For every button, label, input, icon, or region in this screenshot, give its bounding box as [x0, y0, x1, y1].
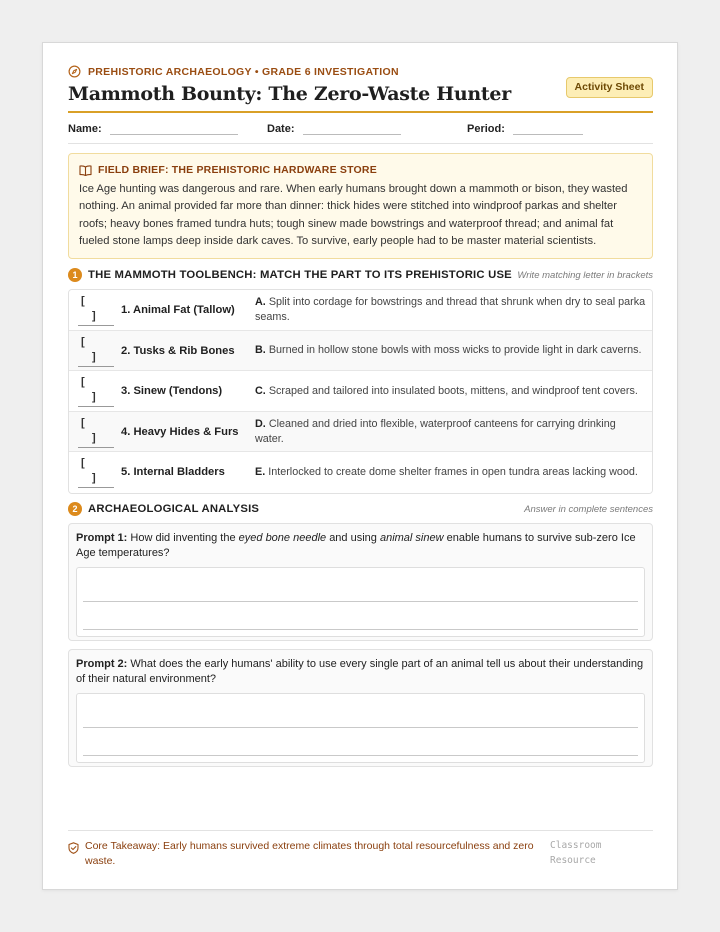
use-description: D. Cleaned and dried into flexible, waterproof canteens for carrying drinking water. — [255, 417, 616, 445]
answer-bracket[interactable]: [ ] — [78, 416, 114, 448]
period-line[interactable] — [513, 125, 583, 135]
table-row — [69, 290, 652, 331]
part-label: 3. Sinew (Tendons) — [121, 385, 223, 398]
field-brief-heading — [79, 164, 642, 176]
open-book-icon — [79, 165, 92, 176]
answer-bracket[interactable]: [ ] — [78, 375, 114, 407]
section-1-instruction: Write matching letter in brackets — [517, 269, 653, 281]
compass-icon — [68, 65, 81, 78]
eyebrow-text: PREHISTORIC ARCHAEOLOGY • GRADE 6 INVESTIGATION — [88, 65, 399, 78]
date-label: Date: — [267, 123, 295, 135]
header — [68, 65, 653, 105]
section-2-instruction: Answer in complete sentences — [524, 503, 653, 515]
table-row — [69, 452, 652, 493]
prompt-1-question: Prompt 1: How did inventing the eyed bone needle and using animal sinew enable humans to survive sub-zero Ice Age temperatures? — [76, 532, 636, 559]
prompt-2-card — [68, 649, 653, 767]
answer-bracket[interactable]: [ ] — [78, 294, 114, 326]
part-label: 5. Internal Bladders — [121, 466, 225, 479]
name-label: Name: — [68, 123, 102, 135]
section-2-title: ARCHAEOLOGICAL ANALYSIS — [88, 503, 260, 515]
title-divider — [68, 111, 653, 113]
section-2-header — [68, 501, 653, 517]
core-takeaway — [68, 839, 538, 869]
prompt-1-card — [68, 523, 653, 641]
part-label: 4. Heavy Hides & Furs — [121, 425, 239, 438]
name-field[interactable] — [68, 123, 238, 135]
name-line[interactable] — [110, 125, 238, 135]
date-field[interactable] — [267, 123, 401, 135]
use-description: C. Scraped and tailored into insulated boots, mittens, and windproof tent covers. — [255, 384, 638, 397]
prompt-2-answer-box[interactable] — [76, 693, 645, 763]
use-description: B. Burned in hollow stone bowls with moss wicks to provide light in dark caverns. — [255, 344, 642, 357]
info-divider — [68, 143, 653, 144]
table-row — [69, 412, 652, 453]
prompt-1-answer-box[interactable] — [76, 567, 645, 637]
table-row — [69, 331, 652, 372]
eyebrow — [68, 65, 653, 78]
footer-divider — [68, 830, 653, 831]
section-2-number: 2 — [68, 502, 82, 516]
matching-table — [68, 289, 653, 494]
page-title: Mammoth Bounty: The Zero-Waste Hunter — [68, 83, 511, 105]
answer-bracket[interactable]: [ ] — [78, 335, 114, 367]
section-1-number: 1 — [68, 268, 82, 282]
table-row — [69, 371, 652, 412]
period-label: Period: — [467, 123, 505, 135]
use-description: E. Interlocked to create dome shelter frames in open tundra areas lacking wood. — [255, 465, 638, 478]
use-description: A. Split into cordage for bowstrings and thread that shrunk when dry to seal parka seams. — [255, 296, 646, 323]
section-1-header — [68, 267, 653, 283]
part-label: 2. Tusks & Rib Bones — [121, 344, 235, 357]
section-1-title: THE MAMMOTH TOOLBENCH: MATCH THE PART TO ITS PREHISTORIC USE — [88, 269, 512, 281]
part-label: 1. Animal Fat (Tallow) — [121, 304, 235, 316]
classroom-resource-label: Classroom Resource — [550, 840, 602, 866]
field-brief-title: FIELD BRIEF: THE PREHISTORIC HARDWARE STORE — [98, 164, 377, 176]
field-brief-text: Ice Age hunting was dangerous and rare. When early humans brought down a mammoth or bison, they wasted nothing. An animal provided far more than dinner: thick hides were stitched into windproof parkas and shelter roofs; heavy bones framed tundra huts; tough sinew made bowstrings and waterproof thread; and animal fat fueled stone lamps deep inside dark caves. To survive, early people had to be master material scientists. — [79, 183, 628, 248]
period-field[interactable] — [467, 123, 583, 135]
activity-badge: Activity Sheet — [566, 77, 653, 98]
core-takeaway-text: Core Takeaway: Early humans survived extreme climates through total resourcefulness and zero waste. — [85, 840, 534, 867]
prompt-2-question: Prompt 2: What does the early humans' ability to use every single part of an animal tell us about their understanding of their natural environment? — [76, 658, 644, 685]
worksheet-page — [42, 42, 678, 890]
answer-bracket[interactable]: [ ] — [78, 456, 114, 488]
shield-check-icon — [68, 842, 79, 854]
date-line[interactable] — [303, 125, 401, 135]
field-brief — [68, 153, 653, 259]
